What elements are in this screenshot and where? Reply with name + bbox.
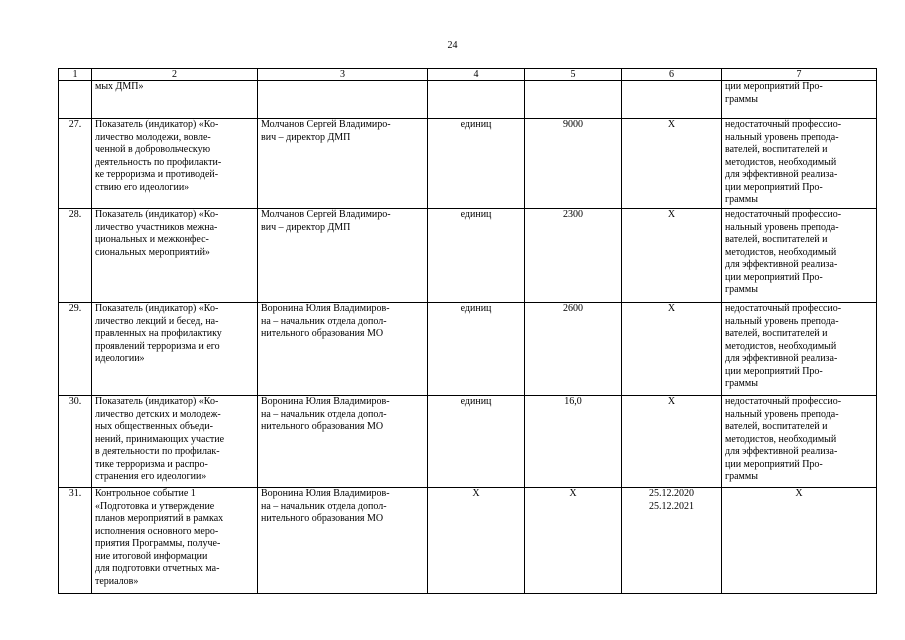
document-table bbox=[58, 68, 877, 594]
row-number: 29. bbox=[59, 303, 92, 396]
date-cell: 25.12.2020 25.12.2021 bbox=[622, 488, 722, 594]
date-cell: X bbox=[622, 119, 722, 209]
value-cell: 2600 bbox=[525, 303, 622, 396]
table-row bbox=[59, 119, 877, 209]
responsible-cell bbox=[258, 81, 428, 119]
header-cell: 5 bbox=[525, 69, 622, 81]
unit-cell: X bbox=[428, 488, 525, 594]
indicator-cell: Показатель (индикатор) «Ко- личество молодежи, вовле- ченной в добровольческую деятельность по профилакти- ке терроризма и противодей- ствию его идеологии» bbox=[92, 119, 258, 209]
date-cell: X bbox=[622, 396, 722, 488]
value-cell: 9000 bbox=[525, 119, 622, 209]
header-cell: 4 bbox=[428, 69, 525, 81]
row-number bbox=[59, 81, 92, 119]
responsible-cell: Воронина Юлия Владимиров- на – начальник отдела допол- нительного образования МО bbox=[258, 303, 428, 396]
responsible-cell: Воронина Юлия Владимиров- на – начальник отдела допол- нительного образования МО bbox=[258, 396, 428, 488]
value-cell bbox=[525, 81, 622, 119]
header-cell: 2 bbox=[92, 69, 258, 81]
reason-cell: недостаточный профессио- нальный уровень препода- вателей, воспитателей и методистов, необходимый для эффективной реализа- ции мероприятий Про- граммы bbox=[722, 119, 877, 209]
table-header-row bbox=[59, 69, 877, 81]
header-cell: 7 bbox=[722, 69, 877, 81]
date-cell: X bbox=[622, 303, 722, 396]
unit-cell bbox=[428, 81, 525, 119]
reason-cell: недостаточный профессио- нальный уровень препода- вателей, воспитателей и методистов, необходимый для эффективной реализа- ции мероприятий Про- граммы bbox=[722, 209, 877, 303]
value-cell: 2300 bbox=[525, 209, 622, 303]
table-row bbox=[59, 81, 877, 119]
responsible-cell: Молчанов Сергей Владимиро- вич – директор ДМП bbox=[258, 209, 428, 303]
unit-cell: единиц bbox=[428, 303, 525, 396]
table-row bbox=[59, 303, 877, 396]
table-row bbox=[59, 488, 877, 594]
page-number: 24 bbox=[447, 40, 458, 51]
reason-cell: недостаточный профессио- нальный уровень препода- вателей, воспитателей и методистов, необходимый для эффективной реализа- ции мероприятий Про- граммы bbox=[722, 303, 877, 396]
header-cell: 3 bbox=[258, 69, 428, 81]
value-cell: 16,0 bbox=[525, 396, 622, 488]
indicator-cell: Показатель (индикатор) «Ко- личество детских и молодеж- ных общественных объеди- нений, принимающих участие в деятельности по профилак- тике терроризма и распро- странения его идеологии» bbox=[92, 396, 258, 488]
indicator-cell: мых ДМП» bbox=[92, 81, 258, 119]
reason-cell: X bbox=[722, 488, 877, 594]
indicator-cell: Показатель (индикатор) «Ко- личество участников межна- циональных и межконфес- сиональных мероприятий» bbox=[92, 209, 258, 303]
indicator-cell: Контрольное событие 1 «Подготовка и утверждение планов мероприятий в рамках исполнения основного меро- приятия Программы, получе- ние итоговой информации для подготовки отчетных ма- териалов» bbox=[92, 488, 258, 594]
unit-cell: единиц bbox=[428, 396, 525, 488]
unit-cell: единиц bbox=[428, 209, 525, 303]
date-cell bbox=[622, 81, 722, 119]
row-number: 31. bbox=[59, 488, 92, 594]
table-row bbox=[59, 209, 877, 303]
reason-cell: ции мероприятий Про- граммы bbox=[722, 81, 877, 119]
table-row bbox=[59, 396, 877, 488]
row-number: 27. bbox=[59, 119, 92, 209]
row-number: 30. bbox=[59, 396, 92, 488]
responsible-cell: Воронина Юлия Владимиров- на – начальник отдела допол- нительного образования МО bbox=[258, 488, 428, 594]
value-cell: X bbox=[525, 488, 622, 594]
reason-cell: недостаточный профессио- нальный уровень препода- вателей, воспитателей и методистов, необходимый для эффективной реализа- ции мероприятий Про- граммы bbox=[722, 396, 877, 488]
header-cell: 6 bbox=[622, 69, 722, 81]
unit-cell: единиц bbox=[428, 119, 525, 209]
header-cell: 1 bbox=[59, 69, 92, 81]
indicator-cell: Показатель (индикатор) «Ко- личество лекций и бесед, на- правленных на профилактику проявлений терроризма и его идеологии» bbox=[92, 303, 258, 396]
row-number: 28. bbox=[59, 209, 92, 303]
date-cell: X bbox=[622, 209, 722, 303]
responsible-cell: Молчанов Сергей Владимиро- вич – директор ДМП bbox=[258, 119, 428, 209]
